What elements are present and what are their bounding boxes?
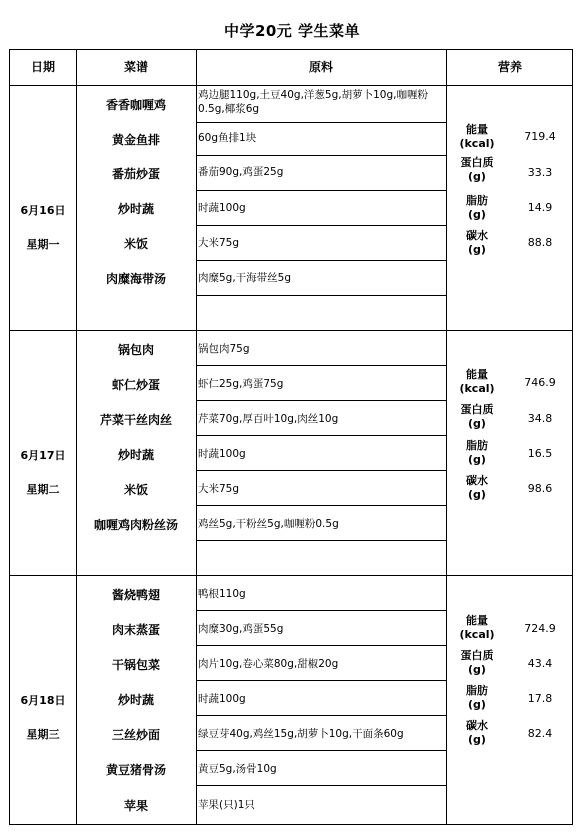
dish-ingredients: 鸡丝5g,干粉丝5g,咖喱粉0.5g: [198, 518, 339, 530]
column-divider: [446, 50, 447, 824]
row-divider: [196, 122, 446, 123]
nutrition-energy-label: 能量 (kcal): [459, 123, 495, 150]
day-date: 6月18日: [20, 694, 66, 707]
dish-ingredients: 锅包肉75g: [198, 343, 250, 355]
row-divider: [196, 260, 446, 261]
nutrition-fat-value: 16.5: [527, 447, 553, 460]
dish-ingredients: 60g鱼排1块: [198, 132, 257, 144]
menu-table: [9, 49, 573, 825]
nutrition-fat-label: 脂肪 (g): [466, 194, 488, 221]
row-divider: [196, 785, 446, 786]
row-divider: [196, 715, 446, 716]
row-divider: [196, 505, 446, 506]
dish-name: 虾仁炒蛋: [111, 378, 160, 392]
dish-ingredients: 肉糜30g,鸡蛋55g: [198, 623, 284, 635]
day-weekday: 星期一: [26, 238, 60, 251]
nutrition-carbs-value: 88.8: [527, 236, 553, 249]
dish-name: 炒时蔬: [117, 693, 154, 707]
dish-ingredients: 番茄90g,鸡蛋25g: [198, 166, 284, 178]
row-divider: [196, 400, 446, 401]
dish-name: 炒时蔬: [117, 448, 154, 462]
nutrition-energy-value: 719.4: [524, 130, 556, 143]
dish-name: 炒时蔬: [117, 202, 154, 216]
header-ingredients: 原料: [308, 60, 333, 74]
row-divider: [196, 680, 446, 681]
nutrition-carbs-label: 碳水 (g): [466, 229, 488, 256]
nutrition-protein-value: 43.4: [527, 657, 553, 670]
dish-name: 米饭: [123, 237, 148, 251]
dish-ingredients: 时蔬100g: [198, 448, 246, 460]
nutrition-carbs-value: 82.4: [527, 727, 553, 740]
header-divider: [10, 85, 572, 86]
dish-ingredients: 肉糜5g,干海带丝5g: [198, 272, 292, 284]
page-title: 中学20元 学生菜单: [223, 22, 361, 40]
row-divider: [196, 540, 446, 541]
dish-name: 肉末蒸蛋: [111, 623, 160, 637]
dish-ingredients: 苹果(只)1只: [198, 799, 255, 811]
day-divider: [10, 330, 572, 331]
dish-ingredients: 时蔬100g: [198, 202, 246, 214]
row-divider: [196, 155, 446, 156]
row-divider: [196, 610, 446, 611]
dish-ingredients: 大米75g: [198, 483, 240, 495]
nutrition-protein-value: 33.3: [527, 166, 553, 179]
row-divider: [196, 295, 446, 296]
dish-ingredients: 虾仁25g,鸡蛋75g: [198, 378, 284, 390]
dish-name: 锅包肉: [117, 343, 154, 357]
nutrition-protein-value: 34.8: [527, 412, 553, 425]
dish-name: 芹菜干丝肉丝: [99, 413, 172, 427]
day-weekday: 星期二: [26, 483, 60, 496]
dish-name: 肉糜海带汤: [105, 272, 166, 286]
nutrition-protein-label: 蛋白质 (g): [460, 403, 494, 430]
row-divider: [196, 190, 446, 191]
row-divider: [196, 470, 446, 471]
dish-name: 黄金鱼排: [111, 133, 160, 147]
dish-ingredients: 黄豆5g,汤骨10g: [198, 763, 277, 775]
header-date: 日期: [30, 60, 55, 74]
dish-name: 三丝炒面: [111, 728, 160, 742]
dish-name: 香香咖喱鸡: [105, 98, 166, 112]
dish-ingredients: 绿豆芽40g,鸡丝15g,胡萝卜10g,干面条60g: [198, 728, 404, 740]
nutrition-carbs-value: 98.6: [527, 482, 553, 495]
day-divider: [10, 575, 572, 576]
dish-ingredients: 肉片10g,卷心菜80g,甜椒20g: [198, 658, 339, 670]
nutrition-fat-label: 脂肪 (g): [466, 439, 488, 466]
dish-name: 米饭: [123, 483, 148, 497]
nutrition-fat-label: 脂肪 (g): [466, 684, 488, 711]
nutrition-carbs-label: 碳水 (g): [466, 719, 488, 746]
dish-ingredients: 鸡边腿110g,土豆40g,洋葱5g,胡萝卜10g,咖喱粉0.5g,椰浆6g: [198, 89, 428, 115]
nutrition-protein-label: 蛋白质 (g): [460, 649, 494, 676]
row-divider: [196, 435, 446, 436]
header-dish: 菜谱: [123, 60, 148, 74]
row-divider: [196, 750, 446, 751]
nutrition-energy-value: 724.9: [524, 622, 556, 635]
row-divider: [196, 365, 446, 366]
dish-name: 番茄炒蛋: [111, 167, 160, 181]
dish-name: 黄豆猪骨汤: [105, 763, 166, 777]
nutrition-energy-label: 能量 (kcal): [459, 368, 495, 395]
dish-ingredients: 芹菜70g,厚百叶10g,肉丝10g: [198, 413, 339, 425]
day-weekday: 星期三: [26, 728, 60, 741]
header-nutrition: 营养: [497, 60, 522, 74]
nutrition-energy-value: 746.9: [524, 376, 556, 389]
dish-name: 干锅包菜: [111, 658, 160, 672]
day-date: 6月16日: [20, 204, 66, 217]
dish-ingredients: 大米75g: [198, 237, 240, 249]
dish-name: 咖喱鸡肉粉丝汤: [93, 518, 178, 532]
row-divider: [196, 225, 446, 226]
nutrition-protein-label: 蛋白质 (g): [460, 156, 494, 183]
nutrition-fat-value: 14.9: [527, 201, 553, 214]
day-date: 6月17日: [20, 449, 66, 462]
dish-ingredients: 鸭根110g: [198, 588, 246, 600]
dish-name: 酱烧鸭翅: [111, 588, 160, 602]
dish-ingredients: 时蔬100g: [198, 693, 246, 705]
dish-name: 苹果: [123, 799, 148, 813]
nutrition-fat-value: 17.8: [527, 692, 553, 705]
nutrition-carbs-label: 碳水 (g): [466, 474, 488, 501]
nutrition-energy-label: 能量 (kcal): [459, 614, 495, 641]
row-divider: [196, 645, 446, 646]
